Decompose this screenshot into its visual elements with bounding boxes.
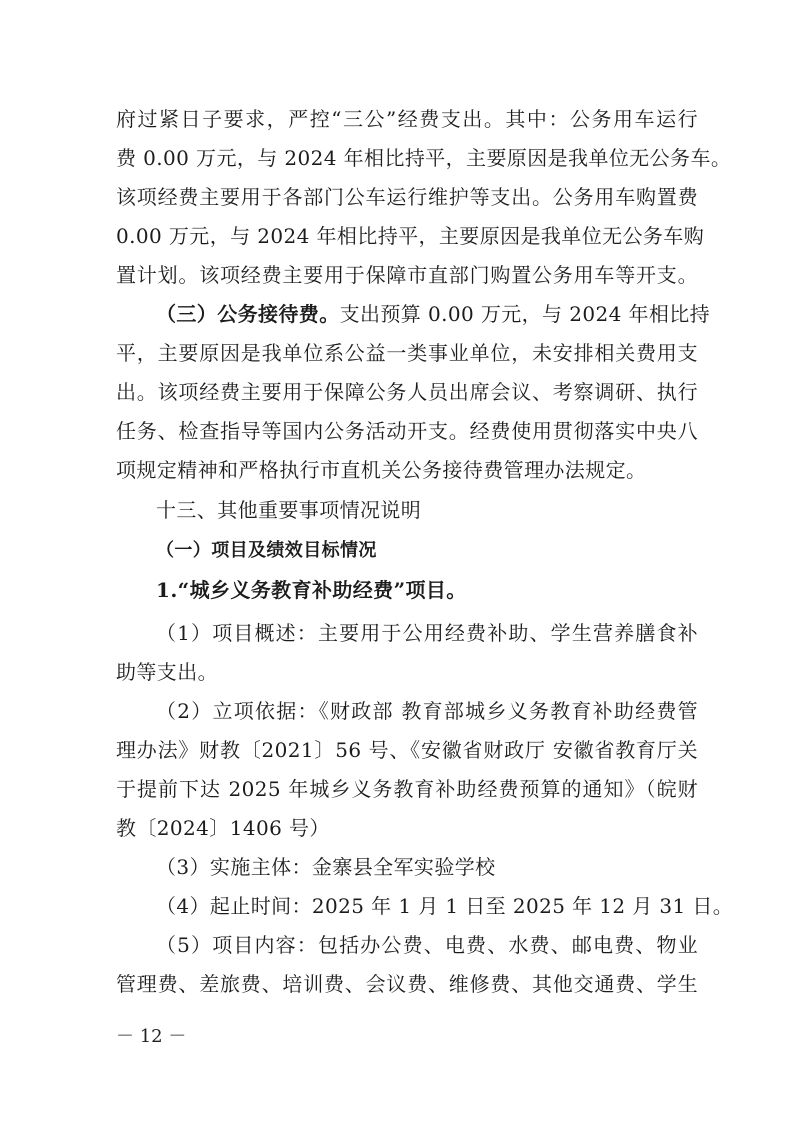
paragraph-line: 费 0.00 万元，与 2024 年相比持平，主要原因是我单位无公务车。: [116, 146, 732, 170]
item-line: （5）项目内容：包括办公费、电费、水费、邮电费、物业: [156, 933, 698, 957]
item-line: （4）起止时间：2025 年 1 月 1 日至 2025 年 12 月 31 日。: [156, 894, 734, 918]
item-line: （2）立项依据：《财政部 教育部城乡义务教育补助经费管: [156, 699, 698, 723]
item-line: （1）项目概述：主要用于公用经费补助、学生营养膳食补: [156, 621, 698, 645]
item-line: 教〔2024〕1406 号）: [116, 816, 330, 840]
paragraph-line: 出。该项经费主要用于保障公务人员出席会议、考察调研、执行: [116, 380, 698, 404]
item-line: 于提前下达 2025 年城乡义务教育补助经费预算的通知》（皖财: [116, 777, 698, 801]
paragraph-line: 置计划。该项经费主要用于保障市直部门购置公务用车等开支。: [116, 263, 698, 287]
item-line: 理办法》财教〔2021〕56 号、《安徽省财政厅 安徽省教育厅关: [116, 738, 698, 762]
hospitality-text: 支出预算 0.00 万元，与 2024 年相比持: [339, 302, 711, 326]
hospitality-heading: （三）公务接待费。: [156, 302, 340, 326]
paragraph-line: 项规定精神和严格执行市直机关公务接待费管理办法规定。: [116, 458, 647, 482]
paragraph-line: 任务、检查指导等国内公务活动开支。经费使用贯彻落实中央八: [116, 419, 698, 443]
paragraph-line: 府过紧日子要求，严控“三公”经费支出。其中：公务用车运行: [116, 107, 698, 131]
page-number: － 12 －: [116, 1026, 187, 1047]
paragraph-line: 平，主要原因是我单位系公益一类事业单位，未安排相关费用支: [116, 341, 698, 365]
item-line: 助等支出。: [116, 660, 218, 684]
paragraph-line: 0.00 万元，与 2024 年相比持平，主要原因是我单位无公务车购: [116, 224, 705, 248]
project-heading: 1.“城乡义务教育补助经费”项目。: [156, 578, 467, 602]
paragraph-line: 该项经费主要用于各部门公车运行维护等支出。公务用车购置费: [116, 185, 698, 209]
item-line: （3）实施主体：金寨县全军实验学校: [156, 855, 496, 879]
section-heading: 十三、其他重要事项情况说明: [156, 498, 422, 522]
subsection-heading: （一）项目及绩效目标情况: [156, 540, 377, 561]
item-line: 管理费、差旅费、培训费、会议费、维修费、其他交通费、学生: [116, 972, 698, 996]
hospitality-paragraph-first-line: [156, 301, 711, 327]
